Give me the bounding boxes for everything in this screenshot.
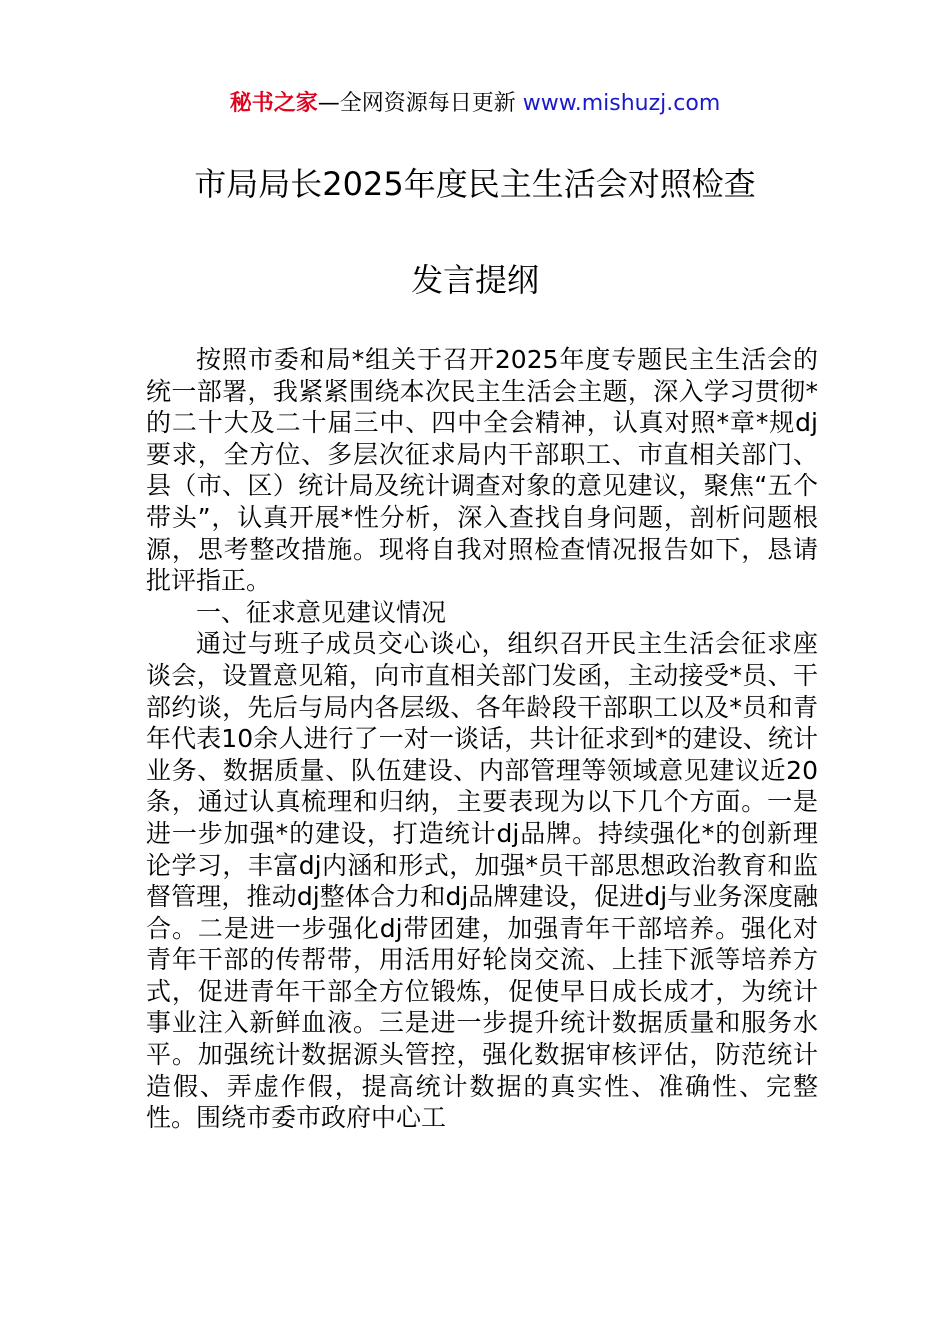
site-slogan: —全网资源每日更新 [317, 91, 523, 116]
body-paragraph: 通过与班子成员交心谈心，组织召开民主生活会征求座谈会，设置意见箱，向市直相关部门发函，主动接受*员、干部约谈，先后与局内各层级、各年龄段干部职工以及*员和青年代表10余人进行了一对一谈话，共计征求到*的建设、统计业务、数据质量、队伍建设、内部管理等领域意见建议近20条，通过认真梳理和归纳，主要表现为以下几个方面。一是进一步加强*的建设，打造统计dj品牌。持续强化*的创新理论学习，丰富dj内涵和形式，加强*员干部思想政治教育和监督管理，推动dj整体合力和dj品牌建设，促进dj与业务深度融合。二是进一步强化dj带团建，加强青年干部培养。强化对青年干部的传帮带，用活用好轮岗交流、上挂下派等培养方式，促进青年干部全方位锻炼，促使早日成长成才，为统计事业注入新鲜血液。三是进一步提升统计数据质量和服务水平。加强统计数据源头管控，强化数据审核评估，防范统计造假、弄虚作假，提高统计数据的真实性、准确性、完整性。围绕市委市政府中心工 [146, 629, 818, 1133]
site-url-link[interactable]: www.mishuzj.com [522, 91, 721, 116]
document-body [146, 344, 818, 1134]
document-title-line-1: 市局局长2025年度民主生活会对照检查 [194, 165, 756, 203]
site-header [0, 86, 950, 122]
document-title-line-2: 发言提纲 [410, 261, 539, 299]
section-heading: 一、征求意见建议情况 [196, 597, 447, 627]
intro-paragraph: 按照市委和局*组关于召开2025年度专题民主生活会的统一部署，我紧紧围绕本次民主生活会主题，深入学习贯彻*的二十大及二十届三中、四中全会精神，认真对照*章*规dj要求，全方位、多层次征求局内干部职工、市直相关部门、县（市、区）统计局及统计调查对象的意见建议，聚焦“五个带头”，认真开展*性分析，深入查找自身问题，剖析问题根源，思考整改措施。现将自我对照检查情况报告如下，恳请批评指正。 [146, 345, 818, 596]
site-name: 秘书之家 [229, 91, 318, 116]
